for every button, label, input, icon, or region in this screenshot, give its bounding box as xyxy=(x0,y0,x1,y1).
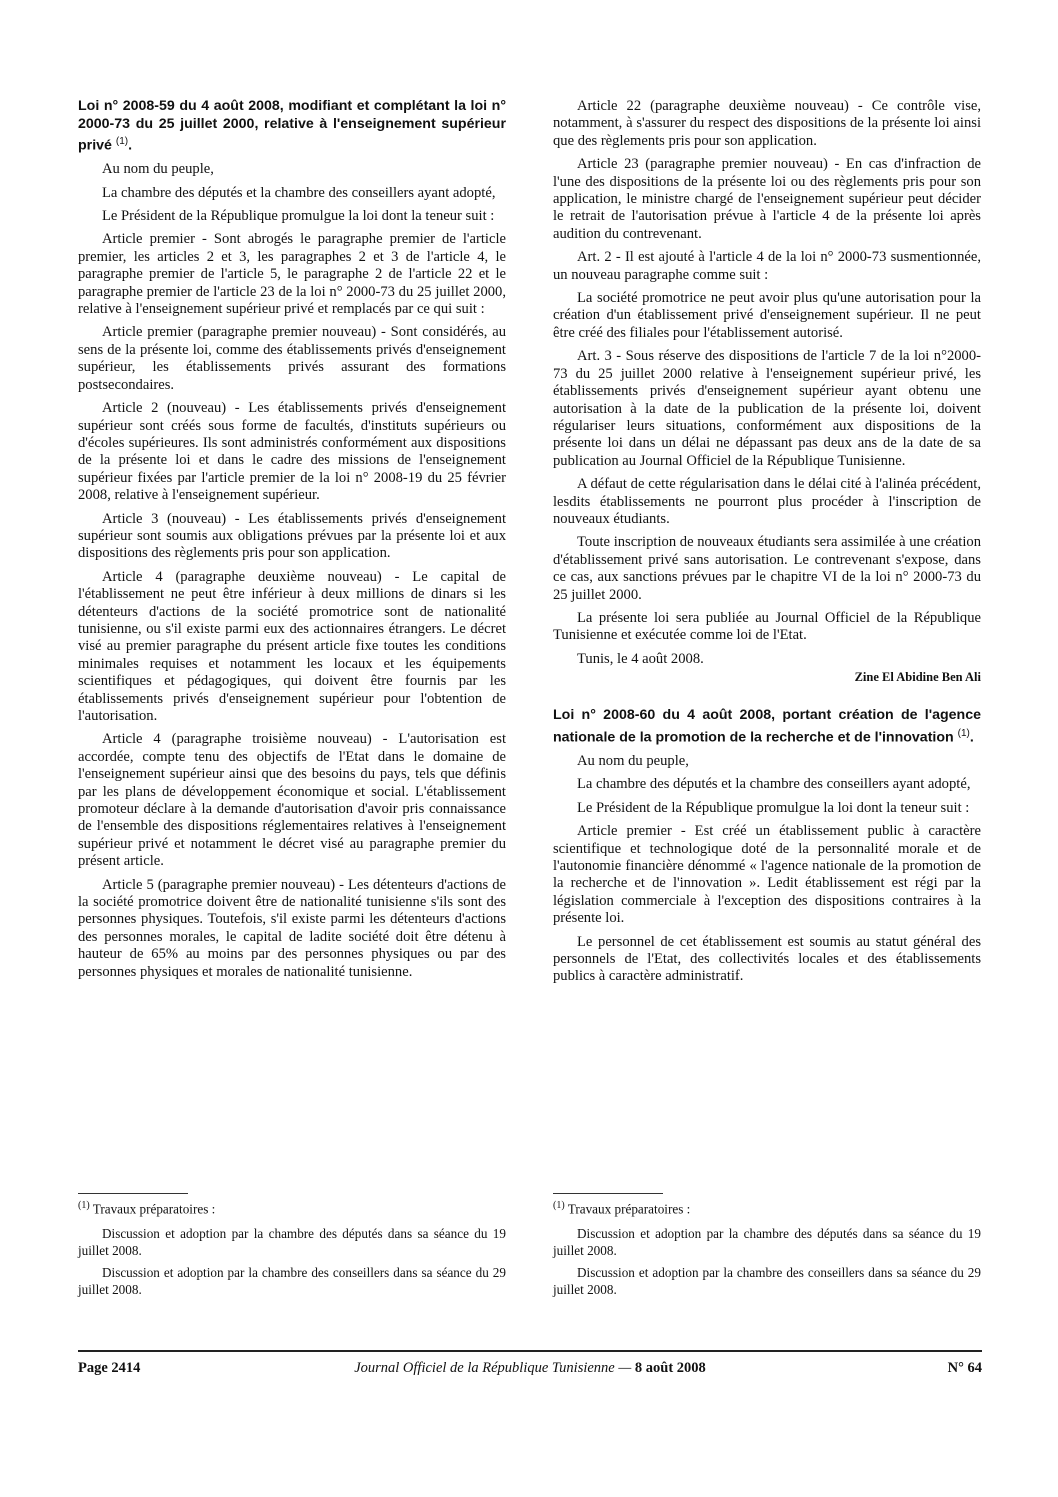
law-title-2008-60: Loi n° 2008-60 du 4 août 2008, portant création de l'agence nationale de la promotion de la recherche et de l'innovation $^{(1)}$. xyxy=(553,707,981,746)
article-paragraph: Article premier - Sont abrogés le paragraphe premier de l'article premier, les articles 2 et 3, les paragraphes 2 et 3 de l'article 4, le paragraphe premier de l'article 5, le paragraphe 2 de l'article 22 et le paragraphe premier de l'article 23 de la loi n° 2000-73 du 25 juillet 2000, relative à l'enseignement supérieur privé et remplacés par ce qui suit : xyxy=(78,231,506,318)
article-paragraph: La présente loi sera publiée au Journal Officiel de la République Tunisienne et exécutée comme loi de l'Etat. xyxy=(553,609,981,644)
paragraph: La chambre des députés et la chambre des conseillers ayant adopté, xyxy=(102,184,496,201)
footnote-heading: $^{(1)}$ Travaux préparatoires : xyxy=(78,1200,216,1217)
article-paragraph: Le personnel de cet établissement est soumis au statut général des personnels de l'Etat, des collectivités locales et des établissements publics à caractère administratif. xyxy=(553,933,981,985)
article-paragraph: Article 4 (paragraphe troisième nouveau) - L'autorisation est accordée, compte tenu des objectifs de l'Etat dans le domaine de l'enseignement supérieur ainsi que des besoins du pays, tels que définis par les plans de développement économique et social. L'établissement promoteur déclare à la demande d'autorisation d'avoir pris connaissance de l'ensemble des dispositions réglementaires relatives à l'enseignement supérieur privé et notamment le décret visé au paragraphe premier du présent article. xyxy=(78,731,506,870)
footnote-mark: (1) xyxy=(957,727,970,739)
footnote-item: Discussion et adoption par la chambre des députés dans sa séance du 19 juillet 2008. xyxy=(78,1225,506,1259)
paragraph: Le Président de la République promulgue la loi dont la teneur suit : xyxy=(577,799,970,816)
paragraph: Au nom du peuple, xyxy=(102,161,214,178)
issue-number: N° 64 xyxy=(947,1360,982,1376)
signature: Zine El Abidine Ben Ali xyxy=(854,670,981,685)
footnote-item: Discussion et adoption par la chambre des conseillers dans sa séance du 29 juillet 2008. xyxy=(553,1264,981,1298)
article-paragraph: Art. 3 - Sous réserve des dispositions de l'article 7 de la loi n°2000-73 du 25 juillet 2000 relative à l'enseignement supérieur privé, les établissements privés d'enseignement supérieur ayant obtenu une autorisation à la date de la publication de la présente loi, doivent régulariser leurs situations, conformément aux dispositions de la présente loi dans un délai ne dépassant pas deux ans de la date de sa publication au Journal Officiel de la République Tunisienne. xyxy=(553,348,981,469)
article-paragraph: Article 4 (paragraphe deuxième nouveau) - Le capital de l'établissement ne peut être inférieur à deux millions de dinars si les détenteurs d'actions de la société promotrice sont de nationalité tunisienne, ou s'il existe parmi eux des actionnaires étrangers. Le décret visé au premier paragraphe du présent article fixe toutes les conditions minimales requises et notamment les locaux et les équipements scientifiques et pédagogiques, qui doivent être fournis par les établissements privés d'enseignement supérieur pour l'obtention de l'autorisation. xyxy=(78,568,506,725)
paragraph: Le Président de la République promulgue la loi dont la teneur suit : xyxy=(102,208,495,225)
page-number: Page 2414 xyxy=(78,1360,141,1376)
issue-date: 8 août 2008 xyxy=(634,1360,706,1376)
law-title-2008-59: Loi n° 2008-59 du 4 août 2008, modifiant et complétant la loi n° 2000-73 du 25 juillet 2000, relative à l'enseignement supérieur privé $^{(1)}$. xyxy=(78,98,506,154)
footnote-heading: $^{(1)}$ Travaux préparatoires : xyxy=(553,1200,691,1217)
article-paragraph: Article 23 (paragraphe premier nouveau) - En cas d'infraction de l'une des dispositions de la présente loi ou des règlements pris pour son application, le ministre chargé de l'enseignement supérieur peut décider le retrait de l'autorisation prévue à l'article 4 de la présente loi après audition du contrevenant. xyxy=(553,156,981,242)
article-paragraph: Article premier (paragraphe premier nouveau) - Sont considérés, au sens de la présente loi, comme des établissements privés d'enseignement supérieur, les établissements privés assurant des formations postsecondaires. xyxy=(78,324,506,393)
right-column xyxy=(553,98,981,992)
footnote-rule xyxy=(78,1193,188,1194)
paragraph: La chambre des députés et la chambre des conseillers ayant adopté, xyxy=(577,776,971,793)
footnote-item: Discussion et adoption par la chambre des députés dans sa séance du 19 juillet 2008. xyxy=(553,1225,981,1259)
page-footer xyxy=(78,1360,982,1382)
paragraph: Au nom du peuple, xyxy=(577,752,689,769)
footnote-item: Discussion et adoption par la chambre des conseillers dans sa séance du 29 juillet 2008. xyxy=(78,1264,506,1298)
article-paragraph: A défaut de cette régularisation dans le délai cité à l'alinéa précédent, lesdits établissements ne pourront plus procéder à l'inscription de nouveaux étudiants. xyxy=(553,476,981,527)
article-paragraph: Article 5 (paragraphe premier nouveau) - Les détenteurs d'actions de la société promotrice doivent être de nationalité tunisienne s'ils sont des personnes physiques. Toutefois, s'il existe parmi les détenteurs d'actions des personnes morales, le capital de ladite société doit être détenu à hauteur de 65% au moins par des personnes physiques ou par des personnes physiques et morales de nationalité tunisienne. xyxy=(78,876,506,980)
article-paragraph: La société promotrice ne peut avoir plus qu'une autorisation pour la création d'un établissement privé d'enseignement supérieur. Il ne peut être créé des filiales pour l'établissement autorisé. xyxy=(553,290,981,341)
left-column xyxy=(78,98,506,987)
article-paragraph: Article 22 (paragraphe deuxième nouveau) - Ce contrôle vise, notamment, à s'assurer du respect des dispositions de la présente loi ainsi que des règlements pris pour son application. xyxy=(553,98,981,149)
footnote-mark: (1) xyxy=(115,136,129,147)
footer-rule xyxy=(78,1350,982,1352)
footnote-left xyxy=(78,1193,506,1303)
footnote-right xyxy=(553,1193,981,1303)
article-paragraph: Article premier - Est créé un établissement public à caractère scientifique et technologique doté de la personnalité morale et de l'autonomie financière dénommé « l'agence nationale de la promotion de la recherche et de l'innovation ». Ledit établissement est régi par la législation commerciale à l'exception des dispositions contraires à la présente loi. xyxy=(553,823,981,927)
footnote-rule xyxy=(553,1193,663,1194)
article-paragraph: Article 2 (nouveau) - Les établissements privés d'enseignement supérieur sont créés sous forme de facultés, d'instituts supérieurs ou d'écoles supérieures. Ils sont administrés conformément aux dispositions de la présente loi et dans le cadre des missions de l'enseignement supérieur fixées par l'article premier de la loi n° 2008-19 du 25 février 2008, relative à l'enseignement supérieur. xyxy=(78,400,506,504)
journal-name: Journal Officiel de la République Tunisienne — 8 août 2008 xyxy=(354,1360,706,1376)
article-paragraph: Toute inscription de nouveaux étudiants sera assimilée à une création d'établissement privé sans autorisation. Le contrevenant s'expose, dans ce cas, aux sanctions prévues par le chapitre VI de la loi n° 2000-73 du 25 juillet 2000. xyxy=(553,534,981,603)
date-line: Tunis, le 4 août 2008. xyxy=(577,650,704,667)
article-paragraph: Article 3 (nouveau) - Les établissements privés d'enseignement supérieur sont soumis aux obligations prévues par la présente loi et aux dispositions des règlements pris pour son application. xyxy=(78,510,506,562)
article-paragraph: Art. 2 - Il est ajouté à l'article 4 de la loi n° 2000-73 susmentionnée, un nouveau paragraphe comme suit : xyxy=(553,249,981,283)
